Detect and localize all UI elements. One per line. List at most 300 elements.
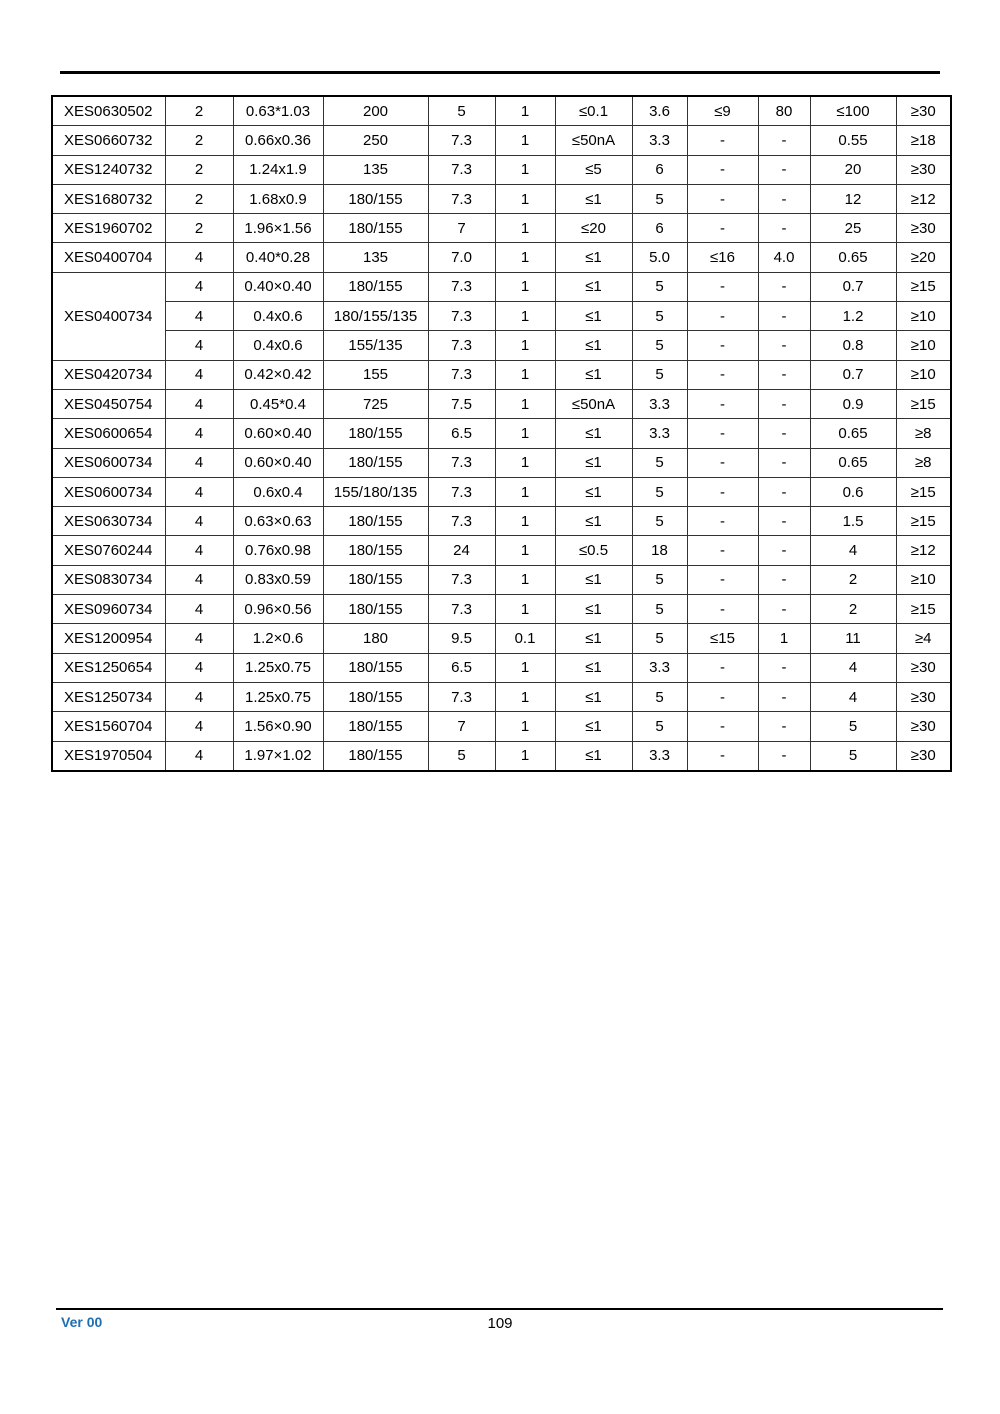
table-cell: 4 [165,331,233,360]
page-number: 109 [487,1315,513,1332]
footer-rule [56,1308,943,1310]
table-cell: ≤1 [555,595,632,624]
part-number-cell: XES0400704 [52,243,165,272]
table-cell: 1 [495,741,555,771]
table-cell: 1 [495,653,555,682]
table-cell: 180/155 [323,507,428,536]
table-cell: 0.65 [810,448,896,477]
table-cell: 4 [165,302,233,331]
table-cell: 0.40*0.28 [233,243,323,272]
table-row [52,712,951,741]
table-cell: 155/180/135 [323,477,428,506]
table-cell: 0.1 [495,624,555,653]
table-cell: 7.3 [428,155,495,184]
part-number-cell: XES1200954 [52,624,165,653]
table-cell: 0.66x0.36 [233,126,323,155]
table-cell: 5 [632,712,687,741]
table-cell: ≥20 [896,243,951,272]
table-cell: - [687,565,758,594]
table-cell: - [758,653,810,682]
table-cell: - [687,272,758,301]
table-cell: ≥4 [896,624,951,653]
table-cell: ≥15 [896,272,951,301]
table-cell: 0.96×0.56 [233,595,323,624]
table-row [52,331,951,360]
table-cell: 2 [810,565,896,594]
table-cell: 7 [428,214,495,243]
part-number-cell: XES0760244 [52,536,165,565]
table-cell: - [758,595,810,624]
table-cell: 7.3 [428,595,495,624]
table-cell: 0.7 [810,272,896,301]
table-cell: 5 [632,302,687,331]
table-cell: ≥12 [896,536,951,565]
table-cell: ≤1 [555,243,632,272]
table-cell: - [687,214,758,243]
table-cell: 135 [323,243,428,272]
table-cell: 5 [632,272,687,301]
table-cell: 180/155 [323,565,428,594]
table-cell: 155/135 [323,331,428,360]
table-cell: ≤100 [810,96,896,126]
table-cell: 1 [758,624,810,653]
table-cell: ≤50nA [555,126,632,155]
table-cell: 5 [632,624,687,653]
table-cell: ≥30 [896,214,951,243]
table-cell: 1 [495,448,555,477]
table-cell: 4 [165,243,233,272]
table-cell: 7.3 [428,272,495,301]
table-cell: ≥30 [896,682,951,711]
table-row [52,214,951,243]
table-cell: 1 [495,507,555,536]
table-cell: 0.65 [810,419,896,448]
spec-table [51,95,952,772]
table-cell: 4 [810,536,896,565]
table-cell: 3.3 [632,389,687,418]
table-cell: 180/155/135 [323,302,428,331]
table-cell: 6 [632,214,687,243]
table-cell: 11 [810,624,896,653]
table-cell: 4 [165,360,233,389]
table-cell: 5.0 [632,243,687,272]
table-cell: 1.25x0.75 [233,682,323,711]
table-cell: ≤1 [555,184,632,213]
table-cell: 3.3 [632,419,687,448]
table-row [52,682,951,711]
table-cell: 9.5 [428,624,495,653]
part-number-cell: XES0830734 [52,565,165,594]
table-cell: - [758,507,810,536]
table-cell: - [687,653,758,682]
table-row [52,184,951,213]
part-number-cell: XES1240732 [52,155,165,184]
table-cell: 0.7 [810,360,896,389]
table-cell: ≤1 [555,272,632,301]
part-number-cell: XES0960734 [52,595,165,624]
table-cell: ≤15 [687,624,758,653]
part-number-cell: XES0600734 [52,448,165,477]
table-cell: 7.3 [428,184,495,213]
table-cell: 5 [632,682,687,711]
table-cell: - [758,448,810,477]
table-cell: ≤0.1 [555,96,632,126]
table-cell: 0.63*1.03 [233,96,323,126]
table-cell: 0.63×0.63 [233,507,323,536]
version-label: Ver 00 [61,1314,103,1330]
table-cell: 1 [495,184,555,213]
table-cell: 1.56×0.90 [233,712,323,741]
table-cell: 5 [632,477,687,506]
table-cell: - [687,331,758,360]
table-cell: - [758,302,810,331]
table-cell: ≥18 [896,126,951,155]
table-cell: 5 [632,331,687,360]
part-number-cell: XES1560704 [52,712,165,741]
table-row [52,448,951,477]
table-cell: 7 [428,712,495,741]
table-cell: 5 [632,507,687,536]
table-cell: - [758,360,810,389]
table-cell: 7.3 [428,448,495,477]
part-number-cell: XES0600734 [52,477,165,506]
table-cell: ≤1 [555,302,632,331]
table-row [52,536,951,565]
table-cell: 1 [495,243,555,272]
table-cell: 24 [428,536,495,565]
table-cell: - [687,184,758,213]
table-row [52,507,951,536]
part-number-cell: XES0450754 [52,389,165,418]
table-cell: 180/155 [323,536,428,565]
table-cell: ≤1 [555,741,632,771]
table-cell: 0.83x0.59 [233,565,323,594]
table-cell: - [687,682,758,711]
table-cell: ≥15 [896,477,951,506]
table-cell: 80 [758,96,810,126]
part-number-cell: XES1680732 [52,184,165,213]
table-cell: ≤9 [687,96,758,126]
part-number-cell: XES0420734 [52,360,165,389]
table-cell: 7.3 [428,507,495,536]
table-cell: - [687,126,758,155]
table-cell: 6.5 [428,419,495,448]
table-cell: 180/155 [323,712,428,741]
table-cell: 725 [323,389,428,418]
table-cell: - [758,712,810,741]
table-cell: 1 [495,536,555,565]
table-cell: - [758,184,810,213]
table-cell: - [687,302,758,331]
table-cell: 12 [810,184,896,213]
table-cell: 1.97×1.02 [233,741,323,771]
table-cell: 5 [810,712,896,741]
table-cell: ≥15 [896,595,951,624]
table-cell: 1 [495,331,555,360]
table-cell: 0.9 [810,389,896,418]
table-cell: 180 [323,624,428,653]
table-cell: 0.76x0.98 [233,536,323,565]
table-cell: 5 [632,595,687,624]
table-cell: 180/155 [323,272,428,301]
table-cell: 4 [165,624,233,653]
table-cell: 5 [632,448,687,477]
table-cell: 4 [165,653,233,682]
table-cell: 3.3 [632,126,687,155]
table-cell: 4 [165,272,233,301]
table-cell: 0.42×0.42 [233,360,323,389]
table-cell: ≤16 [687,243,758,272]
table-cell: 180/155 [323,682,428,711]
table-cell: 7.3 [428,331,495,360]
table-cell: 4 [810,653,896,682]
table-cell: 155 [323,360,428,389]
table-cell: 2 [165,214,233,243]
table-cell: 18 [632,536,687,565]
table-cell: 1.5 [810,507,896,536]
table-cell: 200 [323,96,428,126]
table-cell: 7.3 [428,126,495,155]
table-cell: - [687,389,758,418]
table-cell: 1 [495,360,555,389]
table-cell: ≥30 [896,712,951,741]
table-cell: ≤1 [555,507,632,536]
table-cell: 1 [495,389,555,418]
table-cell: - [687,507,758,536]
table-cell: 0.4x0.6 [233,302,323,331]
table-cell: 1 [495,126,555,155]
table-cell: 1.2 [810,302,896,331]
header-rule [60,71,940,74]
table-cell: 2 [165,96,233,126]
table-cell: 2 [165,184,233,213]
table-row [52,272,951,301]
table-cell: ≤1 [555,448,632,477]
table-cell: - [758,214,810,243]
table-cell: 4 [165,536,233,565]
table-cell: 180/155 [323,741,428,771]
table-cell: 250 [323,126,428,155]
table-cell: 20 [810,155,896,184]
table-row [52,595,951,624]
table-cell: 7.0 [428,243,495,272]
table-cell: ≤1 [555,477,632,506]
table-row [52,419,951,448]
table-cell: - [758,389,810,418]
table-cell: - [687,536,758,565]
table-cell: 6 [632,155,687,184]
table-cell: ≥30 [896,741,951,771]
table-cell: 4 [165,448,233,477]
table-cell: 1 [495,96,555,126]
table-cell: ≤20 [555,214,632,243]
table-cell: - [758,272,810,301]
table-cell: 1 [495,419,555,448]
table-cell: 180/155 [323,448,428,477]
table-row [52,126,951,155]
table-row [52,155,951,184]
table-cell: - [758,565,810,594]
part-number-cell: XES0400734 [52,272,165,360]
table-cell: - [758,419,810,448]
part-number-cell: XES0630502 [52,96,165,126]
table-cell: ≥10 [896,302,951,331]
table-cell: ≥30 [896,653,951,682]
table-row [52,360,951,389]
table-cell: - [687,712,758,741]
table-cell: ≤50nA [555,389,632,418]
table-cell: ≤1 [555,682,632,711]
table-cell: ≥8 [896,448,951,477]
table-cell: 1.24x1.9 [233,155,323,184]
table-cell: 4 [165,565,233,594]
table-cell: 0.4x0.6 [233,331,323,360]
table-cell: 6.5 [428,653,495,682]
table-row [52,624,951,653]
table-cell: 1 [495,302,555,331]
table-cell: 1 [495,272,555,301]
table-cell: 2 [165,155,233,184]
table-row [52,741,951,771]
spec-table-body [52,96,951,771]
table-cell: ≥30 [896,155,951,184]
table-cell: 3.3 [632,741,687,771]
table-cell: 1 [495,595,555,624]
table-cell: - [687,419,758,448]
table-cell: 0.60×0.40 [233,419,323,448]
table-cell: - [758,155,810,184]
table-cell: ≥8 [896,419,951,448]
table-cell: 4 [165,419,233,448]
table-cell: ≥15 [896,507,951,536]
table-cell: 1 [495,565,555,594]
table-cell: 180/155 [323,595,428,624]
table-cell: 4.0 [758,243,810,272]
table-cell: ≥10 [896,565,951,594]
table-cell: ≥10 [896,360,951,389]
table-cell: 4 [165,477,233,506]
table-cell: 5 [632,565,687,594]
table-cell: - [687,741,758,771]
part-number-cell: XES1970504 [52,741,165,771]
table-cell: - [758,682,810,711]
table-cell: 5 [632,184,687,213]
table-cell: 4 [165,682,233,711]
table-row [52,243,951,272]
table-cell: ≤1 [555,653,632,682]
table-cell: ≥10 [896,331,951,360]
table-cell: 180/155 [323,419,428,448]
table-row [52,96,951,126]
table-cell: 1 [495,712,555,741]
table-cell: 1 [495,214,555,243]
table-cell: - [758,331,810,360]
table-cell: ≤1 [555,419,632,448]
part-number-cell: XES1960702 [52,214,165,243]
table-cell: 1 [495,477,555,506]
table-cell: 7.3 [428,565,495,594]
table-cell: 180/155 [323,184,428,213]
table-cell: - [758,126,810,155]
table-cell: 4 [810,682,896,711]
table-cell: 1.25x0.75 [233,653,323,682]
table-cell: ≤0.5 [555,536,632,565]
table-cell: - [758,477,810,506]
table-cell: 0.6 [810,477,896,506]
table-cell: 0.65 [810,243,896,272]
table-cell: 4 [165,595,233,624]
table-cell: 3.3 [632,653,687,682]
part-number-cell: XES1250734 [52,682,165,711]
table-row [52,477,951,506]
table-cell: ≤1 [555,624,632,653]
table-cell: 2 [165,126,233,155]
part-number-cell: XES0600654 [52,419,165,448]
table-cell: 4 [165,741,233,771]
table-cell: ≤1 [555,565,632,594]
table-cell: ≤1 [555,331,632,360]
table-cell: ≥15 [896,389,951,418]
table-row [52,565,951,594]
table-cell: 0.55 [810,126,896,155]
table-cell: 5 [428,741,495,771]
table-cell: 25 [810,214,896,243]
table-cell: 180/155 [323,214,428,243]
table-cell: 0.8 [810,331,896,360]
table-cell: - [687,155,758,184]
table-cell: - [687,595,758,624]
table-cell: 4 [165,389,233,418]
table-cell: 7.3 [428,682,495,711]
table-cell: 0.40×0.40 [233,272,323,301]
table-cell: 4 [165,712,233,741]
table-cell: ≤1 [555,712,632,741]
table-cell: 1 [495,682,555,711]
table-cell: 5 [428,96,495,126]
table-cell: 1.96×1.56 [233,214,323,243]
table-cell: 1 [495,155,555,184]
part-number-cell: XES1250654 [52,653,165,682]
table-cell: ≥30 [896,96,951,126]
part-number-cell: XES0660732 [52,126,165,155]
table-cell: 7.3 [428,360,495,389]
table-cell: 3.6 [632,96,687,126]
table-cell: 0.6x0.4 [233,477,323,506]
table-cell: 4 [165,507,233,536]
table-cell: 180/155 [323,653,428,682]
table-cell: 2 [810,595,896,624]
table-cell: 7.3 [428,302,495,331]
table-cell: 5 [810,741,896,771]
table-cell: - [758,741,810,771]
table-cell: 135 [323,155,428,184]
table-cell: - [687,448,758,477]
table-cell: 1.68x0.9 [233,184,323,213]
table-cell: - [687,360,758,389]
table-cell: 5 [632,360,687,389]
table-cell: 7.5 [428,389,495,418]
table-cell: - [758,536,810,565]
table-cell: ≥12 [896,184,951,213]
table-row [52,653,951,682]
table-cell: 7.3 [428,477,495,506]
table-row [52,302,951,331]
table-cell: 0.60×0.40 [233,448,323,477]
table-cell: - [687,477,758,506]
table-cell: ≤1 [555,360,632,389]
table-row [52,389,951,418]
table-cell: ≤5 [555,155,632,184]
